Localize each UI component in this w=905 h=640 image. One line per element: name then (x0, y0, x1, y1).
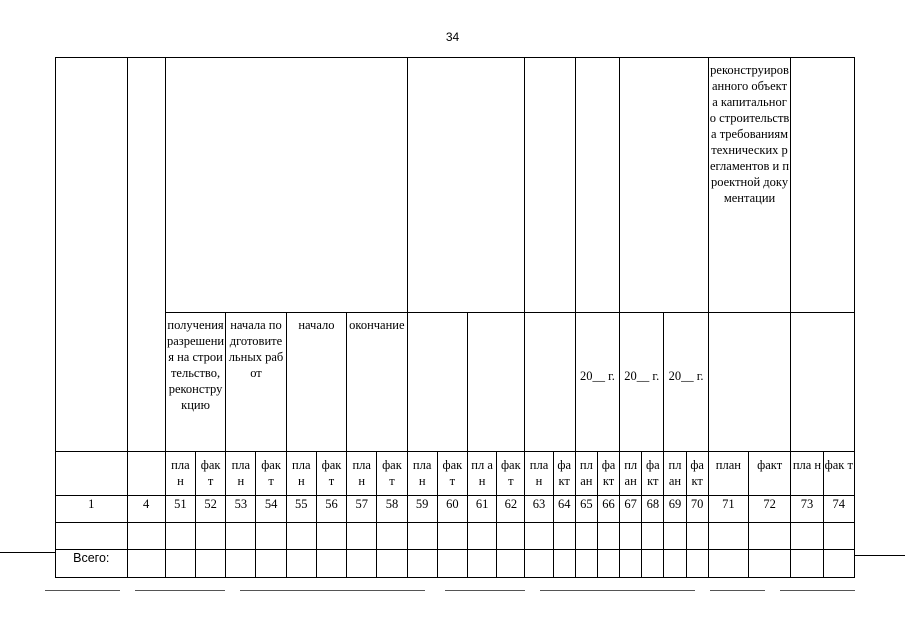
total-row (56, 550, 855, 578)
plan-fact-cell: пла н (226, 452, 256, 496)
total-cell (791, 550, 823, 578)
data-cell (575, 523, 597, 550)
scan-line-right (855, 555, 905, 556)
plan-fact-cell: пла н (407, 452, 437, 496)
scan-line-bottom-1 (45, 590, 120, 591)
column-number: 65 (575, 496, 597, 523)
column-number: 69 (664, 496, 686, 523)
header-cell-col1 (56, 58, 128, 452)
header-cell-last (791, 58, 855, 313)
total-cell (749, 550, 791, 578)
data-cell (468, 523, 497, 550)
header-cell-63-64 (525, 313, 575, 452)
year-c-label: 20__ г. (668, 369, 704, 383)
header-cell-year-c (664, 313, 708, 452)
total-cell (575, 550, 597, 578)
column-number: 66 (597, 496, 619, 523)
header-cell-59-60 (407, 313, 467, 452)
header-cell-start (286, 313, 346, 452)
plan-fact-cell: фак т (196, 452, 226, 496)
column-number: 63 (525, 496, 553, 523)
total-cell (664, 550, 686, 578)
plan-fact-cell: фа кт (597, 452, 619, 496)
scan-line-bottom-6 (710, 590, 765, 591)
data-cell (407, 523, 437, 550)
header-cell-group-e (620, 58, 709, 313)
total-cell (525, 550, 553, 578)
total-cell (497, 550, 525, 578)
data-cell (642, 523, 664, 550)
plan-fact-cell: пла н (165, 452, 195, 496)
total-cell (686, 550, 708, 578)
header-cell-group-b (407, 58, 525, 313)
plan-fact-cell: фа кт (553, 452, 575, 496)
header-cell-73-74 (791, 313, 855, 452)
plan-fact-cell: пла н (791, 452, 823, 496)
header-row-middle (56, 313, 855, 452)
total-cell (437, 550, 467, 578)
plan-fact-cell: фак т (437, 452, 467, 496)
plan-fact-cell: фа кт (642, 452, 664, 496)
data-cell (749, 523, 791, 550)
plan-fact-cell: пл ан (620, 452, 642, 496)
column-number: 58 (377, 496, 407, 523)
column-number: 70 (686, 496, 708, 523)
column-number: 71 (708, 496, 748, 523)
header-cell-prep-start (226, 313, 286, 452)
data-cell (56, 523, 128, 550)
plan-fact-cell: фак т (316, 452, 346, 496)
header-cell-group-a (165, 58, 407, 313)
column-number: 68 (642, 496, 664, 523)
data-cell (553, 523, 575, 550)
header-cell-permit (165, 313, 225, 452)
column-number-row (56, 496, 855, 523)
total-cell (553, 550, 575, 578)
header-cell-object (708, 58, 791, 313)
data-cell (525, 523, 553, 550)
total-cell (347, 550, 377, 578)
column-number: 74 (823, 496, 854, 523)
permit-label: получения разрешения на строительство, реконструкцию (166, 318, 225, 412)
header-cell-61-62 (468, 313, 525, 452)
column-number: 64 (553, 496, 575, 523)
data-cell (377, 523, 407, 550)
plan-fact-cell: фа кт (686, 452, 708, 496)
plan-fact-row (56, 452, 855, 496)
data-cell (165, 523, 195, 550)
column-number: 57 (347, 496, 377, 523)
plan-fact-cell: пла н (286, 452, 316, 496)
header-row-top (56, 58, 855, 313)
data-cell (127, 523, 165, 550)
total-cell (468, 550, 497, 578)
total-cell (196, 550, 226, 578)
total-cell (226, 550, 256, 578)
plan-fact-cell: пла н (525, 452, 553, 496)
data-cell (196, 523, 226, 550)
data-cell (347, 523, 377, 550)
data-cell (823, 523, 854, 550)
report-table (55, 57, 855, 578)
header-cell-col4 (127, 58, 165, 452)
column-number: 54 (256, 496, 286, 523)
plan-fact-empty-col1 (56, 452, 128, 496)
column-number: 67 (620, 496, 642, 523)
data-cell (497, 523, 525, 550)
data-cell (686, 523, 708, 550)
header-cell-group-d (575, 58, 619, 313)
header-cell-year-b (620, 313, 664, 452)
total-label: Всего: (56, 550, 128, 578)
scan-line-bottom-2 (135, 590, 225, 591)
total-cell (165, 550, 195, 578)
total-cell (597, 550, 619, 578)
prep-works-label: начала подготовительных работ (228, 318, 284, 380)
data-cell (256, 523, 286, 550)
end-label: окончание (349, 318, 405, 332)
column-number: 55 (286, 496, 316, 523)
data-cell (708, 523, 748, 550)
start-label: начало (298, 318, 335, 332)
plan-fact-cell: фак т (823, 452, 854, 496)
data-cell (316, 523, 346, 550)
column-number: 59 (407, 496, 437, 523)
data-cell (286, 523, 316, 550)
column-number: 53 (226, 496, 256, 523)
column-number: 62 (497, 496, 525, 523)
data-row-empty (56, 523, 855, 550)
column-number: 60 (437, 496, 467, 523)
total-cell (620, 550, 642, 578)
data-cell (226, 523, 256, 550)
data-cell (791, 523, 823, 550)
scan-line-bottom-5 (540, 590, 695, 591)
data-cell (620, 523, 642, 550)
column-number: 56 (316, 496, 346, 523)
total-cell (286, 550, 316, 578)
total-cell (823, 550, 854, 578)
plan-fact-cell: фак т (256, 452, 286, 496)
column-number: 72 (749, 496, 791, 523)
plan-fact-cell: пл ан (468, 452, 497, 496)
plan-fact-cell: пл ан (575, 452, 597, 496)
data-cell (437, 523, 467, 550)
column-number: 1 (56, 496, 128, 523)
scan-line-left (0, 552, 55, 553)
year-a-label: 20__ г. (579, 369, 615, 383)
column-number: 51 (165, 496, 195, 523)
data-cell (664, 523, 686, 550)
column-number: 52 (196, 496, 226, 523)
scan-line-bottom-7 (780, 590, 855, 591)
header-cell-group-c (525, 58, 575, 313)
column-number: 4 (127, 496, 165, 523)
plan-fact-cell: план (708, 452, 748, 496)
year-b-label: 20__ г. (624, 369, 660, 383)
plan-fact-cell: пла н (347, 452, 377, 496)
header-cell-end (347, 313, 407, 452)
total-cell (407, 550, 437, 578)
scan-line-bottom-4 (445, 590, 525, 591)
total-cell (708, 550, 748, 578)
column-number: 61 (468, 496, 497, 523)
plan-fact-cell: фак т (497, 452, 525, 496)
plan-fact-cell: факт (749, 452, 791, 496)
total-cell (127, 550, 165, 578)
scan-line-bottom-3 (240, 590, 425, 591)
column-number: 73 (791, 496, 823, 523)
total-cell (316, 550, 346, 578)
header-cell-71-72 (708, 313, 791, 452)
page-number: 34 (445, 30, 460, 44)
plan-fact-cell: пл ан (664, 452, 686, 496)
plan-fact-empty-col4 (127, 452, 165, 496)
total-cell (377, 550, 407, 578)
data-cell (597, 523, 619, 550)
plan-fact-cell: фак т (377, 452, 407, 496)
total-cell (642, 550, 664, 578)
total-cell (256, 550, 286, 578)
header-cell-year-a (575, 313, 619, 452)
object-compliance-label: реконструированного объекта капитального строительства требованиям технических регламентов и проектной документации (709, 63, 790, 205)
